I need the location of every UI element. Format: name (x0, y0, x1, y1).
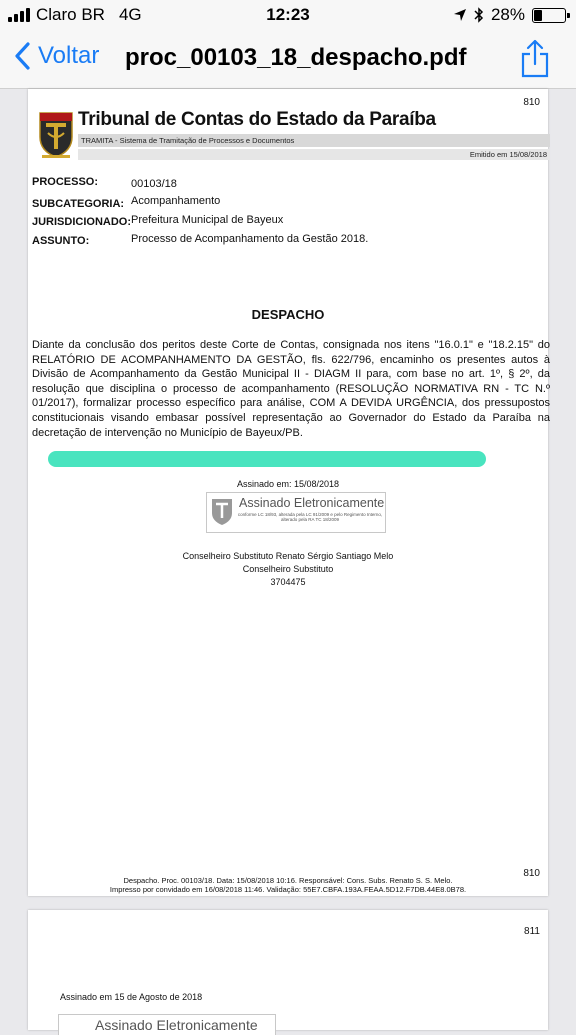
pdf-page-2[interactable] (28, 910, 548, 1033)
page-number-top: 810 (523, 97, 540, 108)
battery-percent: 28% (490, 5, 525, 24)
page-number-bottom: 810 (523, 868, 540, 879)
field-label-assunto: ASSUNTO: (32, 235, 90, 247)
bluetooth-icon (474, 7, 484, 23)
network-type: 4G (118, 5, 142, 24)
despacho-body: Diante da conclusão dos peritos deste Corte de Contas, consignada nos itens "16.0.1" e "18.2.15" do RELATÓRIO DE ACOMPANHAMENTO DA GESTÃO, fls. 622/796, encaminho os presentes autos à Divisão de Acompanhamento da Gestão Municipal II - DIAGM II para, com base no art. 1º, § 2º, da resolução que disciplina o processo de acompanhamento (RESOLUÇÃO NORMATIVA RN - TC N.º 01/2017), formalizar processo específico para análise, COM A DEVIDA URGÊNCIA, dos pressupostos constitucionais visando embasar possível representação ao Governador do Estado da Paraíba na decretação de intervenção no Município de Bayeux/PB. (32, 339, 550, 439)
footer-line-1: Despacho. Proc. 00103/18. Data: 15/08/2018 10:16. Responsável: Cons. Subs. Renato S. S. Melo. (123, 876, 453, 885)
signer-name: Conselheiro Substituto Renato Sérgio Santiago Melo (182, 551, 394, 561)
signed-date: Assinado em 15 de Agosto de 2018 (60, 992, 203, 1002)
back-label: Voltar (38, 42, 100, 69)
nav-bar (0, 30, 576, 89)
issued-date: Emitido em 15/08/2018 (78, 149, 550, 160)
chevron-left-icon (14, 42, 30, 70)
field-label-processo: PROCESSO: (32, 176, 99, 188)
carrier-name: Claro BR (36, 5, 105, 24)
share-icon (520, 39, 550, 79)
field-label-jurisdicionado: JURISDICIONADO: (32, 216, 132, 228)
field-value-subcategoria: Acompanhamento (131, 195, 221, 207)
stamp-logo-icon (211, 498, 233, 531)
signer-id: 3704475 (270, 577, 306, 587)
tce-logo (38, 111, 74, 164)
share-button[interactable] (520, 39, 550, 84)
page-number-top: 811 (524, 926, 540, 937)
stamp-subtitle: conforme LC 18/93, alterada pela LC 91/2009 e pelo Regimento Interno, alterado pela RA TC 18/2009 (237, 512, 383, 522)
pdf-page-1[interactable] (28, 89, 548, 896)
page-footer (28, 876, 548, 894)
signed-date: Assinado em: 15/08/2018 (236, 479, 340, 489)
back-button[interactable] (14, 42, 99, 70)
system-name: TRAMITA - Sistema de Tramitação de Processos e Documentos (78, 134, 550, 147)
status-right (453, 5, 566, 25)
highlight-mark (48, 451, 486, 467)
org-name: Tribunal de Contas do Estado da Paraíba (78, 109, 436, 130)
electronic-signature-stamp (58, 1014, 276, 1035)
stamp-title: Assinado Eletronicamente (95, 1017, 258, 1033)
electronic-signature-stamp (206, 492, 386, 533)
battery-icon (532, 8, 566, 23)
field-label-subcategoria: SUBCATEGORIA: (32, 198, 125, 210)
footer-line-2: Impresso por convidado em 16/08/2018 11:46. Validação: 55E7.CBFA.193A.FEAA.5D12.F7DB.44E8.0B78. (109, 885, 467, 894)
field-value-assunto: Processo de Acompanhamento da Gestão 2018. (131, 233, 369, 245)
stamp-title: Assinado Eletronicamente (239, 496, 385, 510)
location-arrow-icon (453, 8, 467, 22)
battery-fill (534, 10, 542, 21)
field-value-jurisdicionado: Prefeitura Municipal de Bayeux (131, 214, 284, 226)
document-title: proc_00103_18_despacho.pdf (125, 44, 467, 71)
status-time: 12:23 (266, 5, 310, 24)
status-bar (0, 0, 576, 30)
despacho-heading: DESPACHO (251, 307, 325, 322)
signer-role: Conselheiro Substituto (242, 564, 334, 574)
field-value-processo: 00103/18 (131, 178, 177, 190)
